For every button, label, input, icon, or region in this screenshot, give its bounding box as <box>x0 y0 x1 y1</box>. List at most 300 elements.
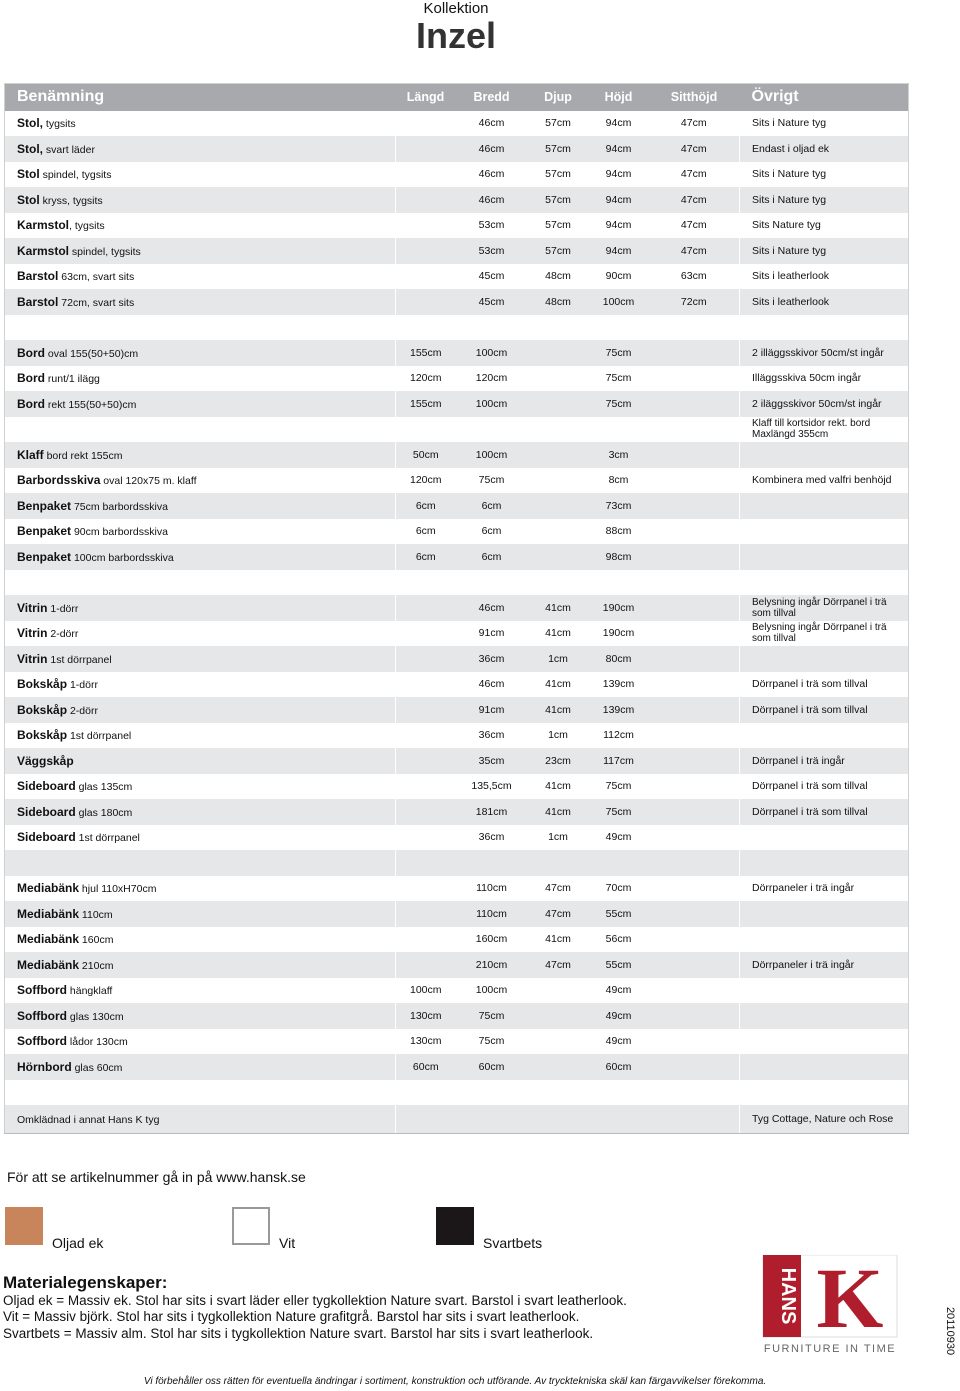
cell-other <box>740 927 909 953</box>
cell-height: 94cm <box>589 238 649 264</box>
cell-depth <box>528 519 589 545</box>
cell-depth: 41cm <box>528 672 589 698</box>
cell-depth <box>528 493 589 519</box>
cell-width: 135,5cm <box>456 774 528 800</box>
table-row <box>5 136 909 162</box>
cell-width: 36cm <box>456 723 528 749</box>
cell-height <box>589 417 649 443</box>
cell-depth <box>528 570 589 596</box>
cell-width: 60cm <box>456 1054 528 1080</box>
row-name <box>5 1080 396 1106</box>
swatch-oak <box>5 1207 43 1245</box>
col-header-height: Höjd <box>589 84 649 111</box>
row-name-rest: 100cm barbordsskiva <box>71 551 174 564</box>
cell-other <box>740 1080 909 1106</box>
cell-height: 94cm <box>589 213 649 239</box>
cell-length <box>396 595 456 621</box>
cell-width: 46cm <box>456 187 528 213</box>
article-number-info: För att se artikelnummer gå in på www.hansk.se <box>7 1169 306 1185</box>
cell-height: 94cm <box>589 111 649 137</box>
cell-height: 75cm <box>589 799 649 825</box>
cell-length <box>396 238 456 264</box>
cell-seat-height: 63cm <box>649 264 740 290</box>
cell-length <box>396 1080 456 1106</box>
cell-seat-height <box>649 417 740 443</box>
cell-depth <box>528 850 589 876</box>
cell-seat-height <box>649 519 740 545</box>
row-name <box>5 238 396 264</box>
row-name <box>5 876 396 902</box>
cell-height: 90cm <box>589 264 649 290</box>
cell-width: 46cm <box>456 111 528 137</box>
row-name-bold: Stol <box>17 167 40 182</box>
row-name-rest: 75cm barbordsskiva <box>71 500 168 513</box>
row-name <box>5 595 396 621</box>
cell-seat-height <box>649 978 740 1004</box>
row-name-rest: hängklaff <box>67 985 113 998</box>
cell-height: 88cm <box>589 519 649 545</box>
cell-seat-height: 47cm <box>649 162 740 188</box>
row-name <box>5 748 396 774</box>
cell-height: 98cm <box>589 544 649 570</box>
row-name <box>5 1029 396 1055</box>
cell-depth: 48cm <box>528 289 589 315</box>
cell-depth: 41cm <box>528 697 589 723</box>
row-name-rest: bord rekt 155cm <box>43 449 123 462</box>
cell-height: 8cm <box>589 468 649 494</box>
cell-height: 60cm <box>589 1054 649 1080</box>
cell-seat-height <box>649 493 740 519</box>
cell-seat-height: 47cm <box>649 136 740 162</box>
cell-seat-height <box>649 621 740 647</box>
page-title: Inzel <box>415 15 496 56</box>
table-row <box>5 901 909 927</box>
row-name-bold: Barstol <box>17 294 59 309</box>
swatch-black-label: Svartbets <box>483 1235 543 1251</box>
table-row <box>5 264 909 290</box>
row-name-bold: Bokskåp <box>17 728 68 743</box>
cell-depth: 41cm <box>528 774 589 800</box>
cell-width: 100cm <box>456 978 528 1004</box>
cell-other: Dörrpanel i trä som tillval <box>740 774 909 800</box>
cell-depth <box>528 417 589 443</box>
cell-width: 6cm <box>456 519 528 545</box>
table-row <box>5 213 909 239</box>
row-name <box>5 366 396 392</box>
table-row <box>5 748 909 774</box>
cell-seat-height: 47cm <box>649 238 740 264</box>
cell-depth <box>528 366 589 392</box>
spec-table <box>4 83 909 1134</box>
cell-width: 53cm <box>456 238 528 264</box>
table-row <box>5 162 909 188</box>
cell-other: Sits i Nature tyg <box>740 111 909 137</box>
cell-height: 49cm <box>589 978 649 1004</box>
row-name-bold: Karmstol <box>17 243 70 258</box>
row-name <box>5 213 396 239</box>
cell-seat-height <box>649 697 740 723</box>
cell-depth: 57cm <box>528 111 589 137</box>
row-name <box>5 825 396 851</box>
cell-width: 46cm <box>456 162 528 188</box>
row-name-bold: Mediabänk <box>17 932 80 947</box>
cell-length <box>396 264 456 290</box>
row-name-bold: Vitrin <box>17 600 48 615</box>
cell-depth: 57cm <box>528 213 589 239</box>
svg-text:FURNITURE IN TIME: FURNITURE IN TIME <box>763 1343 897 1355</box>
materials-line-oak: Oljad ek = Massiv ek. Stol har sits i svart läder eller tygkollektion Nature svart. Barstol i svart leatherlook. <box>3 1293 627 1308</box>
cell-width: 75cm <box>456 1003 528 1029</box>
cell-length: 120cm <box>396 366 456 392</box>
row-name-bold: Soffbord <box>17 1034 67 1049</box>
cell-height: 73cm <box>589 493 649 519</box>
row-name <box>5 187 396 213</box>
cell-other <box>740 1054 909 1080</box>
cell-seat-height <box>649 672 740 698</box>
cell-other <box>740 850 909 876</box>
cell-width: 45cm <box>456 289 528 315</box>
row-name-bold: Karmstol <box>17 218 70 233</box>
cell-width: 210cm <box>456 952 528 978</box>
cell-depth: 57cm <box>528 136 589 162</box>
row-name <box>5 1105 396 1133</box>
hans-k-logo <box>760 1255 900 1355</box>
row-name-bold: Vitrin <box>17 626 48 641</box>
row-name-bold: Benpaket <box>17 549 72 564</box>
row-name <box>5 697 396 723</box>
row-name-bold: Sideboard <box>17 830 76 845</box>
cell-other: Sits Nature tyg <box>740 213 909 239</box>
cell-other <box>740 493 909 519</box>
cell-other: Dörrpaneler i trä ingår <box>740 876 909 902</box>
table-row <box>5 978 909 1004</box>
cell-depth: 57cm <box>528 238 589 264</box>
cell-seat-height <box>649 1054 740 1080</box>
table-row <box>5 366 909 392</box>
cell-depth <box>528 1003 589 1029</box>
cell-seat-height <box>649 1029 740 1055</box>
cell-length <box>396 825 456 851</box>
row-name <box>5 952 396 978</box>
cell-other: Belysning ingår Dörrpanel i trä som tillval <box>740 595 909 621</box>
cell-height: 49cm <box>589 825 649 851</box>
cell-length: 6cm <box>396 493 456 519</box>
row-name <box>5 162 396 188</box>
materials-heading: Materialegenskaper: <box>3 1273 168 1292</box>
cell-depth: 47cm <box>528 876 589 902</box>
table-row <box>5 952 909 978</box>
cell-width: 46cm <box>456 136 528 162</box>
table-row <box>5 417 909 443</box>
svg-text:HANS: HANS <box>777 1267 799 1325</box>
cell-width: 35cm <box>456 748 528 774</box>
cell-height: 3cm <box>589 442 649 468</box>
cell-seat-height <box>649 825 740 851</box>
cell-length <box>396 952 456 978</box>
cell-depth: 1cm <box>528 646 589 672</box>
cell-length: 155cm <box>396 391 456 417</box>
cell-width: 91cm <box>456 697 528 723</box>
cell-height: 94cm <box>589 136 649 162</box>
cell-width: 100cm <box>456 340 528 366</box>
table-row <box>5 1054 909 1080</box>
row-name-bold: Benpaket <box>17 524 72 539</box>
cell-seat-height <box>649 748 740 774</box>
cell-length: 155cm <box>396 340 456 366</box>
cell-other: Sits i Nature tyg <box>740 238 909 264</box>
cell-seat-height: 47cm <box>649 187 740 213</box>
row-name-rest: glas 130cm <box>67 1010 124 1023</box>
cell-seat-height <box>649 1105 740 1133</box>
cell-depth <box>528 544 589 570</box>
cell-height: 139cm <box>589 697 649 723</box>
table-row <box>5 315 909 341</box>
document-code: 20110930 <box>944 1306 956 1356</box>
cell-length <box>396 136 456 162</box>
table-row <box>5 544 909 570</box>
table-row <box>5 799 909 825</box>
swatch-white <box>232 1207 270 1245</box>
cell-other: 2 illäggsskivor 50cm/st ingår <box>740 340 909 366</box>
cell-length <box>396 162 456 188</box>
table-row <box>5 774 909 800</box>
cell-height: 100cm <box>589 289 649 315</box>
cell-width: 120cm <box>456 366 528 392</box>
col-header-other: Övrigt <box>740 84 909 111</box>
cell-other <box>740 1003 909 1029</box>
cell-length: 6cm <box>396 544 456 570</box>
cell-seat-height <box>649 927 740 953</box>
row-name-rest: glas 135cm <box>75 781 133 794</box>
cell-length: 130cm <box>396 1003 456 1029</box>
cell-seat-height <box>649 366 740 392</box>
row-name-bold: Stol, <box>17 141 43 156</box>
cell-length: 130cm <box>396 1029 456 1055</box>
cell-width: 45cm <box>456 264 528 290</box>
cell-other <box>740 978 909 1004</box>
row-name-rest: 2-dörr <box>67 704 98 717</box>
cell-width <box>456 1080 528 1106</box>
cell-other: Dörrpanel i trä som tillval <box>740 799 909 825</box>
row-name <box>5 774 396 800</box>
cell-depth: 47cm <box>528 952 589 978</box>
cell-height: 94cm <box>589 162 649 188</box>
row-name-rest: tygsits <box>43 118 76 131</box>
table-row <box>5 595 909 621</box>
cell-height: 75cm <box>589 340 649 366</box>
row-name-rest: 2-dörr <box>47 628 79 641</box>
table-row <box>5 927 909 953</box>
cell-length <box>396 289 456 315</box>
cell-length <box>396 570 456 596</box>
cell-length <box>396 315 456 341</box>
row-name <box>5 927 396 953</box>
col-header-length: Längd <box>396 84 456 111</box>
cell-depth: 57cm <box>528 187 589 213</box>
cell-seat-height <box>649 442 740 468</box>
cell-width: 46cm <box>456 672 528 698</box>
row-name <box>5 1054 396 1080</box>
cell-other: Sits i Nature tyg <box>740 162 909 188</box>
cell-other: Dörrpaneler i trä ingår <box>740 952 909 978</box>
cell-seat-height <box>649 952 740 978</box>
cell-length: 120cm <box>396 468 456 494</box>
cell-height <box>589 1080 649 1106</box>
cell-seat-height <box>649 876 740 902</box>
row-name-rest: glas 180cm <box>75 806 133 819</box>
row-name <box>5 264 396 290</box>
row-name-rest: kryss, tygsits <box>39 194 103 207</box>
cell-length <box>396 417 456 443</box>
row-name-rest: 1st dörrpanel <box>75 832 140 845</box>
cell-other: Dörrpanel i trä som tillval <box>740 672 909 698</box>
cell-depth <box>528 468 589 494</box>
swatch-white-label: Vit <box>279 1235 296 1251</box>
cell-length <box>396 748 456 774</box>
row-name-rest: 90cm barbordsskiva <box>71 526 168 539</box>
cell-width: 75cm <box>456 468 528 494</box>
row-name <box>5 340 396 366</box>
cell-length <box>396 646 456 672</box>
row-name <box>5 289 396 315</box>
table-row <box>5 1003 909 1029</box>
cell-height <box>589 1105 649 1133</box>
table-row <box>5 672 909 698</box>
row-name-rest: 63cm, svart sits <box>58 271 135 284</box>
table-row <box>5 1080 909 1106</box>
cell-seat-height: 47cm <box>649 111 740 137</box>
cell-width: 75cm <box>456 1029 528 1055</box>
cell-depth <box>528 1080 589 1106</box>
cell-other: Dörrpanel i trä ingår <box>740 748 909 774</box>
table-row <box>5 1105 909 1133</box>
row-name <box>5 646 396 672</box>
table-row <box>5 646 909 672</box>
row-name-bold: Vitrin <box>17 651 48 666</box>
row-name <box>5 850 396 876</box>
cell-depth: 1cm <box>528 723 589 749</box>
cell-seat-height <box>649 1003 740 1029</box>
cell-seat-height <box>649 391 740 417</box>
table-row <box>5 111 909 137</box>
cell-width <box>456 315 528 341</box>
row-name-rest: 72cm, svart sits <box>58 296 135 309</box>
cell-other <box>740 519 909 545</box>
cell-width: 46cm <box>456 595 528 621</box>
swatch-oak-label: Oljad ek <box>52 1235 104 1251</box>
row-name-bold: Stol, <box>17 116 43 131</box>
cell-width: 36cm <box>456 825 528 851</box>
row-name-rest: 160cm <box>79 934 114 947</box>
cell-length <box>396 876 456 902</box>
table-row <box>5 621 909 647</box>
cell-seat-height: 72cm <box>649 289 740 315</box>
table-row <box>5 468 909 494</box>
row-name-bold: Klaff <box>17 447 44 462</box>
table-row <box>5 442 909 468</box>
row-name-bold: Mediabänk <box>17 957 80 972</box>
cell-seat-height <box>649 570 740 596</box>
row-name-bold: Väggskåp <box>17 753 74 768</box>
cell-height <box>589 850 649 876</box>
row-name-rest: spindel, tygsits <box>39 169 112 182</box>
row-name-rest: runt/1 ilägg <box>45 373 100 386</box>
table-row <box>5 723 909 749</box>
cell-length <box>396 1105 456 1133</box>
cell-height: 75cm <box>589 366 649 392</box>
cell-height: 55cm <box>589 901 649 927</box>
cell-seat-height <box>649 544 740 570</box>
footer-disclaimer: Vi förbehåller oss rätten för eventuella ändringar i sortiment, konstruktion och utförande. Av trycktekniska skäl kan färgavvikelser förekomma. <box>143 1376 767 1387</box>
row-name-rest: oval 120x75 m. klaff <box>100 475 197 488</box>
cell-width: 6cm <box>456 493 528 519</box>
cell-other <box>740 1029 909 1055</box>
cell-seat-height <box>649 340 740 366</box>
cell-depth: 41cm <box>528 595 589 621</box>
swatch-black <box>436 1207 474 1245</box>
cell-length <box>396 672 456 698</box>
row-name-bold: Stol <box>17 192 40 207</box>
row-name-bold: Mediabänk <box>17 881 80 896</box>
cell-other: Kombinera med valfri benhöjd <box>740 468 909 494</box>
cell-width: 53cm <box>456 213 528 239</box>
table-row <box>5 825 909 851</box>
cell-length: 60cm <box>396 1054 456 1080</box>
cell-depth <box>528 315 589 341</box>
row-name <box>5 723 396 749</box>
row-name <box>5 468 396 494</box>
row-name-bold: Bord <box>17 371 45 386</box>
cell-seat-height <box>649 1080 740 1106</box>
col-header-seat-height: Sitthöjd <box>649 84 740 111</box>
cell-other <box>740 570 909 596</box>
cell-height: 70cm <box>589 876 649 902</box>
cell-length <box>396 774 456 800</box>
cell-width <box>456 417 528 443</box>
row-name-rest: 210cm <box>79 959 114 972</box>
cell-length <box>396 697 456 723</box>
cell-other <box>740 901 909 927</box>
cell-height: 49cm <box>589 1003 649 1029</box>
cell-seat-height <box>649 723 740 749</box>
cell-length <box>396 111 456 137</box>
cell-other: Sits i leatherlook <box>740 289 909 315</box>
cell-other: Endast i oljad ek <box>740 136 909 162</box>
row-name <box>5 442 396 468</box>
cell-seat-height <box>649 850 740 876</box>
table-row <box>5 697 909 723</box>
row-name <box>5 1003 396 1029</box>
cell-length <box>396 927 456 953</box>
table-row <box>5 493 909 519</box>
row-name-bold: Soffbord <box>17 1008 67 1023</box>
cell-depth: 41cm <box>528 799 589 825</box>
cell-length <box>396 850 456 876</box>
row-name <box>5 493 396 519</box>
cell-depth <box>528 978 589 1004</box>
cell-seat-height <box>649 646 740 672</box>
table-row <box>5 391 909 417</box>
cell-height: 56cm <box>589 927 649 953</box>
cell-width <box>456 850 528 876</box>
table-row <box>5 340 909 366</box>
cell-depth <box>528 391 589 417</box>
table-row <box>5 289 909 315</box>
cell-other: Sits i Nature tyg <box>740 187 909 213</box>
cell-height: 75cm <box>589 774 649 800</box>
cell-width: 36cm <box>456 646 528 672</box>
cell-seat-height <box>649 595 740 621</box>
